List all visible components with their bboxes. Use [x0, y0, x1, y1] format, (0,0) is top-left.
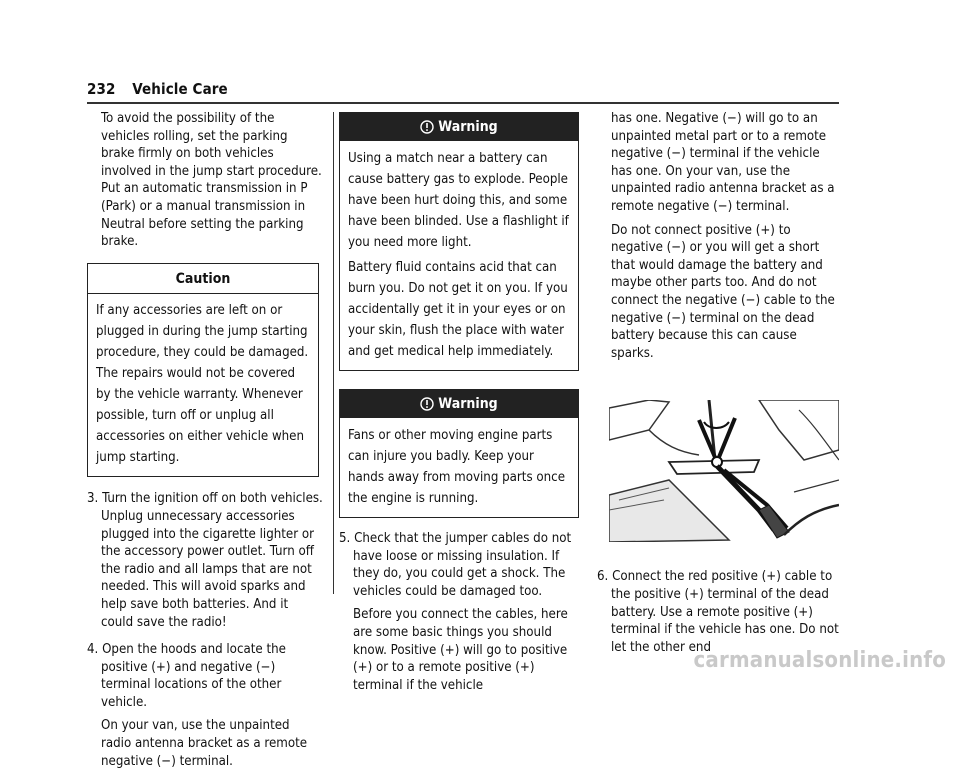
column-3: [597, 110, 841, 656]
warning-box-1: [339, 112, 579, 371]
section-title: Vehicle Care: [132, 80, 228, 98]
warning-1-title: Warning: [438, 119, 498, 135]
caution-body: If any accessories are left on or plugged in during the jump starting procedure, they could be damaged. The repairs would not be covered by the vehicle warranty. Whenever possible, turn off or unplug all accessories on either vehicle when jump starting.: [96, 303, 309, 466]
warning-1-body: [340, 141, 578, 370]
column-2: [339, 112, 580, 694]
warning-1-paragraph-1: Using a match near a battery can cause battery gas to explode. People have been hurt doing this, and some have been blinded. Use a flashlight if you need more light.: [348, 151, 569, 250]
warning-1-header: [340, 113, 578, 141]
warning-2-title: Warning: [438, 396, 498, 412]
battery-clamp-illustration: [609, 400, 839, 542]
step-6: 6. Connect the red positive (+) cable to the positive (+) terminal of the dead battery. Use a remote positive (+) terminal if the vehicle has one. Do not let the other end: [597, 569, 839, 655]
header-rule: [87, 102, 839, 104]
watermark: carmanualsonline.info: [693, 648, 946, 673]
step-5: 5. Check that the jumper cables do not have loose or missing insulation. If they do, you could get a shock. The vehicles could be damaged too.: [339, 531, 572, 599]
step-3: 3. Turn the ignition off on both vehicles. Unplug unnecessary accessories plugged into the cigarette lighter or the accessory power outlet. Turn off the radio and all lamps that are not needed. This will avoid sparks and help save both batteries. And it could save the radio!: [87, 491, 323, 630]
page-header: [87, 80, 228, 98]
column-divider: [333, 112, 334, 594]
caution-title: Caution: [88, 264, 318, 295]
caution-box: [87, 263, 319, 478]
continued-paragraph-2: Do not connect positive (+) to negative (−) or you will get a short that would damage the battery and maybe other parts too. And do not connect the negative (−) cable to the negative (−) terminal on the dead battery because this can cause sparks.: [611, 222, 835, 361]
warning-2-header: [340, 390, 578, 418]
warning-2-paragraph-1: Fans or other moving engine parts can injure you badly. Keep your hands away from moving parts once the engine is running.: [348, 428, 565, 506]
continued-paragraph-1: has one. Negative (−) will go to an unpainted metal part or to a remote negative (−) terminal if the vehicle has one. On your van, use the unpainted radio antenna bracket as a remote negative (−) terminal.: [611, 111, 835, 214]
warning-1-paragraph-2: Battery fluid contains acid that can burn you. Do not get it on you. If you accidentally get it in your eyes or on your skin, flush the place with water and get medical help immediately.: [348, 260, 568, 359]
intro-paragraph: To avoid the possibility of the vehicles rolling, set the parking brake firmly on both vehicles involved in the jump start procedure. Put an automatic transmission in P (Park) or a manual transmission in Neutral before setting the parking brake.: [101, 111, 322, 250]
step-4: 4. Open the hoods and locate the positive (+) and negative (−) terminal locations of the other vehicle.: [87, 642, 286, 710]
warning-2-body: [340, 418, 578, 517]
page-number: 232: [87, 80, 116, 98]
warning-icon: [420, 120, 434, 134]
step-4-continued: On your van, use the unpainted radio antenna bracket as a remote negative (−) terminal.: [101, 718, 308, 769]
step-5-continued: Before you connect the cables, here are some basic things you should know. Positive (+) will go to positive (+) or to a remote positive (+) terminal if the vehicle: [353, 607, 568, 693]
warning-box-2: [339, 389, 579, 518]
jumper-clamp-image: [609, 400, 839, 542]
column-1: [87, 110, 323, 770]
warning-icon: [420, 397, 434, 411]
